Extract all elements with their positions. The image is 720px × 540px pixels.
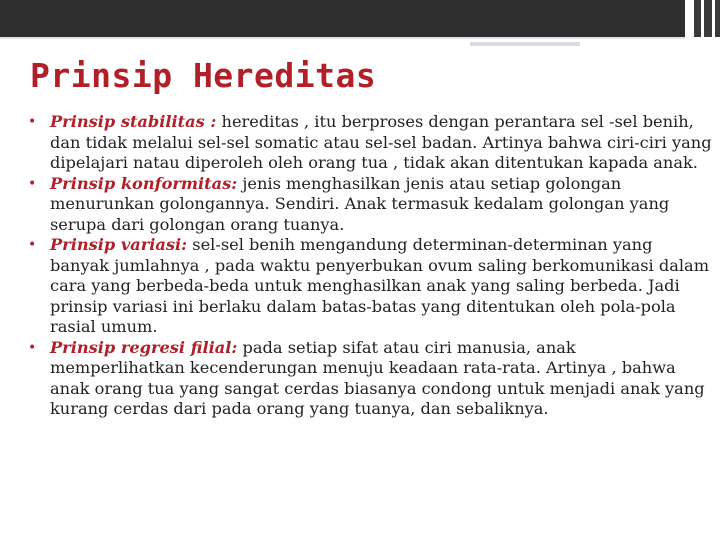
bullet-term: Prinsip variasi: (50, 235, 188, 254)
bullet-text: jenis menghasilkan jenis atau setiap golongan menurunkan golongannya. Sendiri. Anak termasuk kedalam golongan yang serupa dari golongan orang tuanya. (50, 173, 670, 234)
bullet-dot-icon: • (28, 339, 37, 356)
bullet-item-stabilitas (20, 112, 714, 174)
bullet-item-variasi (20, 235, 714, 338)
bullet-text: sel-sel benih mengandung determinan-determinan yang banyak jumlahnya , pada waktu penyerbukan ovum saling berkomunikasi dalam cara yang berbeda-beda untuk menghasilkan anak yang saling berbeda. Jadi prinsip variasi ini berlaku dalam batas-batas yang ditentukan oleh pola-pola rasial umum. (50, 235, 710, 336)
decorative-stripes (690, 0, 720, 37)
bullet-term: Prinsip konformitas: (50, 173, 238, 193)
bullet-list (20, 112, 714, 420)
bullet-dot-icon: • (28, 175, 37, 192)
bullet-item-konformitas (20, 174, 714, 236)
top-header-bar (0, 0, 685, 39)
bullet-text: hereditas , itu berproses dengan perantara sel -sel benih, dan tidak melalui sel-sel somatic atau sel-sel badan. Artinya bahwa ciri-ciri yang dipelajari natau diperoleh oleh orang tua , tidak akan ditentukan kapada anak. (50, 112, 712, 172)
bullet-dot-icon: • (28, 114, 37, 130)
bullet-item-regresi-filial (20, 338, 714, 420)
slide-title: Prinsip Hereditas (30, 56, 377, 95)
slide-content (20, 112, 714, 420)
bullet-term: Prinsip stabilitas : (50, 112, 217, 131)
bullet-text: pada setiap sifat atau ciri manusia, anak memperlihatkan kecenderungan menuju keadaan rata-rata. Artinya , bahwa anak orang tua yang sangat cerdas biasanya condong untuk menjadi anak yang kurang cerdas dari pada orang yang tuanya, dan sebaliknya. (50, 337, 705, 418)
bullet-term: Prinsip regresi filial: (50, 337, 238, 357)
decorative-accent-line (470, 42, 580, 46)
bullet-dot-icon: • (28, 237, 37, 253)
